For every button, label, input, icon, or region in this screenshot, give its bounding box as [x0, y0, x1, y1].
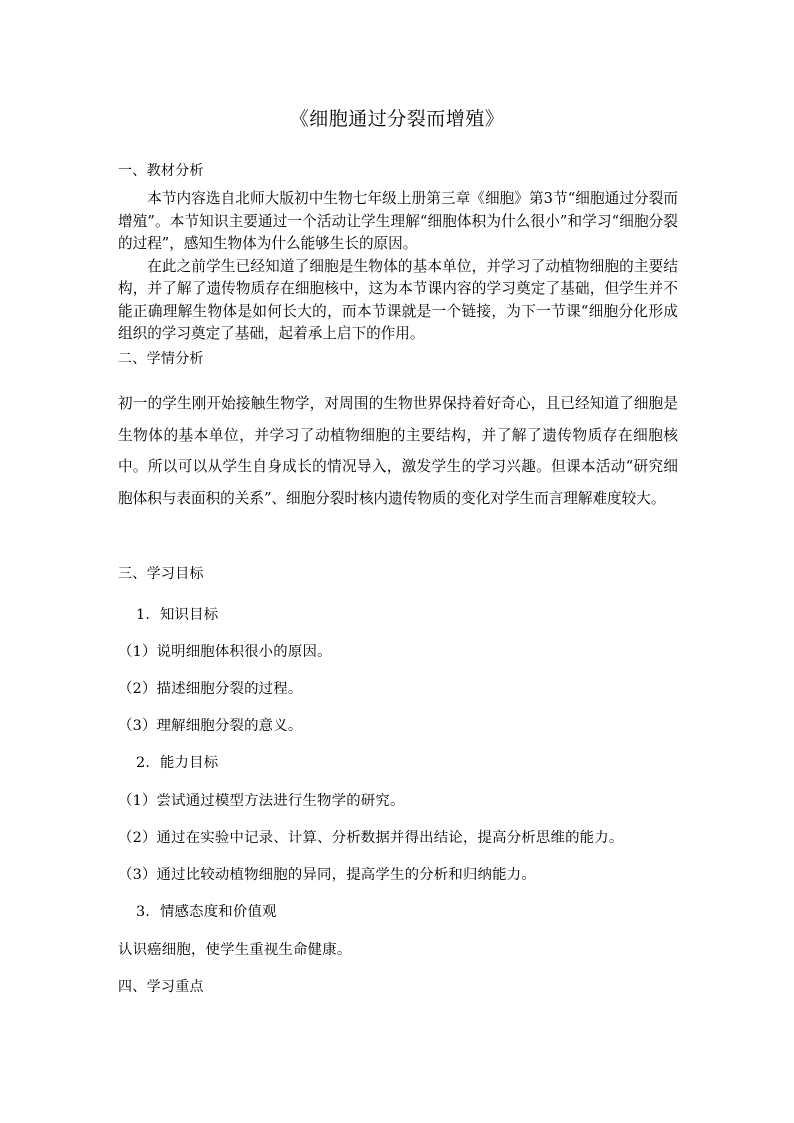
objective-heading-knowledge: 1．知识目标 — [136, 607, 219, 623]
learner-analysis-paragraph: 初一的学生刚开始接触生物学，对周围的生物世界保持着好奇心，且已经知道了细胞是生物体的基本单位，并学习了动植物细胞的主要结构，并了解了遗传物质存在细胞核中。所以可以从学生自身成长的情况导入，激发学生的学习兴趣。但课本活动“研究细胞体积与表面积的关系”、细胞分裂时核内遗传物质的变化对学生而言理解难度较大。 — [118, 395, 678, 507]
document-title: 《细胞通过分裂而增殖》 — [289, 108, 505, 130]
ability-objective-item: （2）通过在实验中记录、计算、分析数据并得出结论，提高分析思维的能力。 — [118, 830, 624, 846]
textbook-analysis-body — [118, 188, 678, 346]
textbook-analysis-paragraph-2: 在此之前学生已经知道了细胞是生物体的基本单位，并学习了动植物细胞的主要结构，并了解了遗传物质存在细胞核中，这为本节课内容的学习奠定了基础，但学生并不能正确理解生物体是如何长大的，而本节课就是一个链接，为下一节课“细胞分化形成组织的学习奠定了基础，起着承上启下的作用。 — [118, 257, 678, 342]
section-heading-learning-focus: 四、学习重点 — [118, 979, 204, 995]
attitude-values-text: 认识癌细胞，使学生重视生命健康。 — [118, 942, 352, 958]
ability-objective-item: （1）尝试通过模型方法进行生物学的研究。 — [118, 793, 405, 809]
knowledge-objective-item: （2）描述细胞分裂的过程。 — [118, 681, 303, 697]
section-heading-learning-objectives: 三、学习目标 — [118, 566, 204, 582]
objective-heading-ability: 2．能力目标 — [136, 755, 219, 771]
section-heading-textbook-analysis: 一、教材分析 — [118, 163, 204, 179]
section-heading-learner-analysis: 二、学情分析 — [118, 351, 204, 367]
ability-objective-item: （3）通过比较动植物细胞的异同，提高学生的分析和归纳能力。 — [118, 867, 536, 883]
knowledge-objective-item: （1）说明细胞体积很小的原因。 — [118, 644, 332, 660]
textbook-analysis-paragraph-1: 本节内容选自北师大版初中生物七年级上册第三章《细胞》第3节“细胞通过分裂而增殖”。本节知识主要通过一个活动让学生理解“细胞体积为什么很小”和学习“细胞分裂的过程”，感知生物体为什么能够生长的原因。 — [118, 190, 678, 252]
knowledge-objective-item: （3）理解细胞分裂的意义。 — [118, 718, 303, 734]
objective-heading-attitude-values: 3．情感态度和价值观 — [136, 904, 277, 920]
